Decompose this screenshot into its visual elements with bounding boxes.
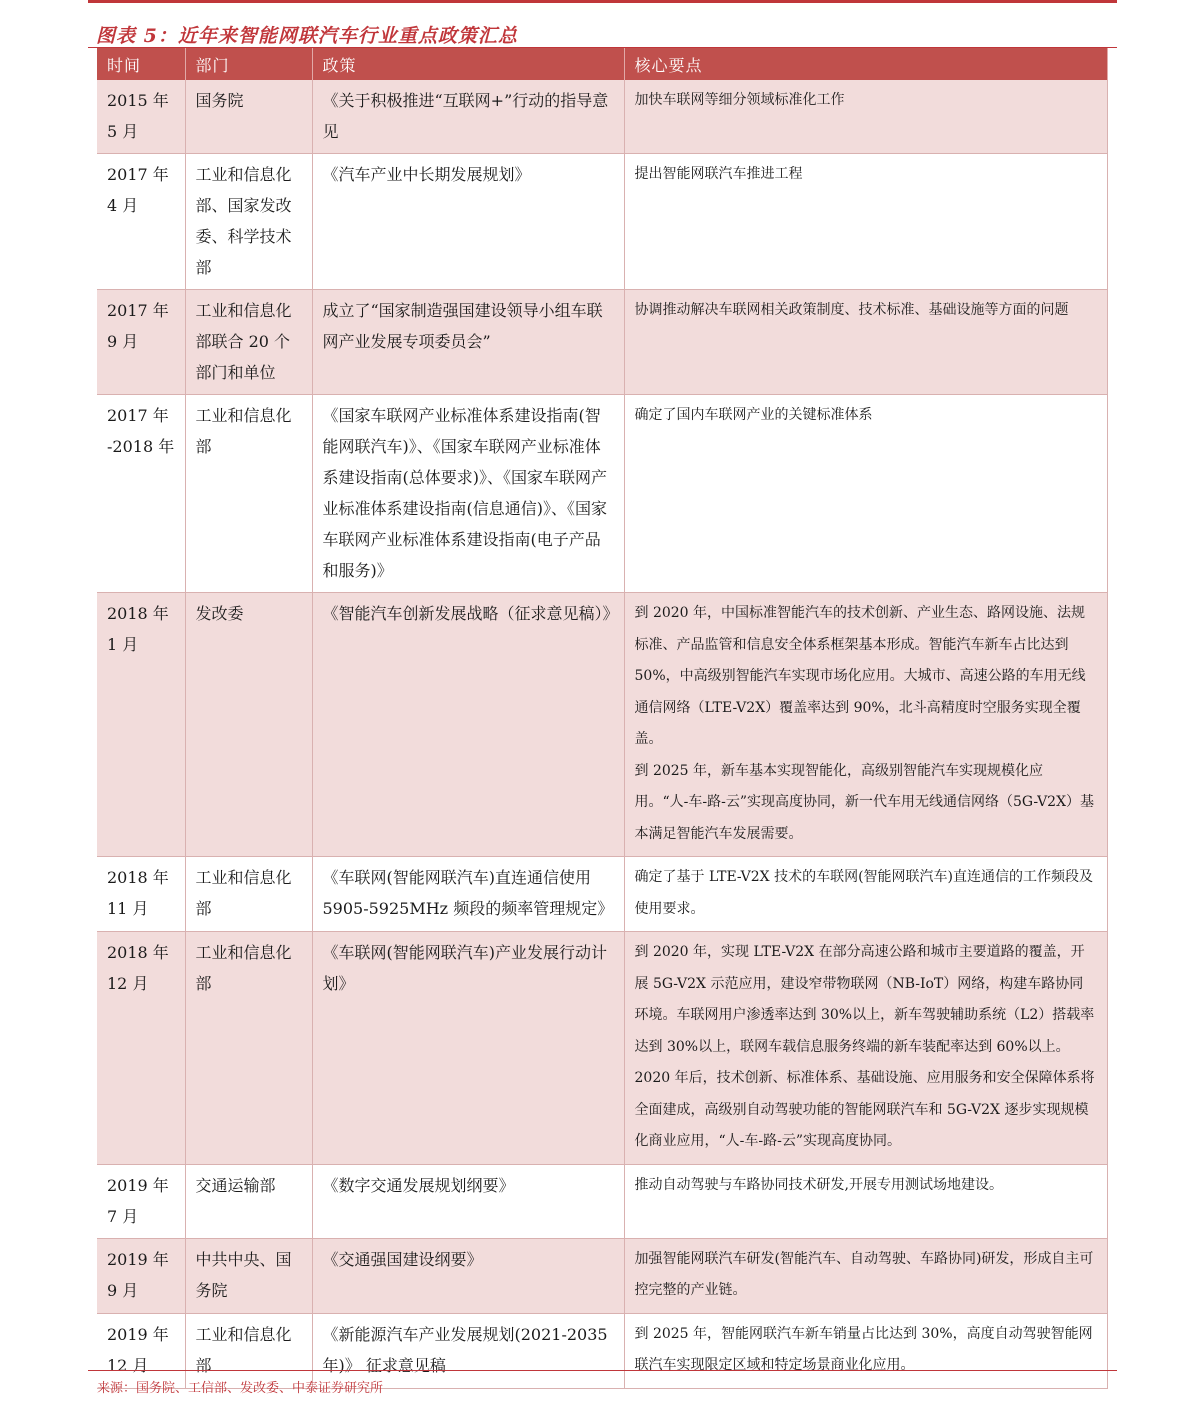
cell-key-points <box>624 80 1107 154</box>
table-row <box>97 593 1107 857</box>
cell-key-points <box>624 1164 1107 1238</box>
table-row <box>97 857 1107 932</box>
cell-key-points <box>624 1238 1107 1313</box>
cell-date: 2019 年 12 月 <box>97 1313 185 1388</box>
cell-department: 发改委 <box>185 593 312 857</box>
key-point-paragraph: 确定了基于 LTE-V2X 技术的车联网(智能网联汽车)直连通信的工作频段及使用要求。 <box>634 869 1093 917</box>
key-point-paragraph: 确定了国内车联网产业的关键标准体系 <box>634 407 873 423</box>
table-row <box>97 80 1107 154</box>
key-point-paragraph: 到 2025 年，新车基本实现智能化，高级别智能汽车实现规模化应用。“人-车-路-云”实现高度协同，新一代车用无线通信网络（5G-V2X）基本满足智能汽车发展需要。 <box>634 762 1095 842</box>
key-point-paragraph: 2020 年后，技术创新、标准体系、基础设施、应用服务和安全保障体系将全面建成，高级别自动驾驶功能的智能网联汽车和 5G-V2X 逐步实现规模化商业应用，“人-车-路-云”实现高度协同。 <box>634 1070 1095 1149</box>
cell-policy: 《车联网(智能网联汽车)直连通信使用 5905-5925MHz 频段的频率管理规定》 <box>312 857 624 932</box>
key-point-paragraph: 加快车联网等细分领域标准化工作 <box>634 92 845 108</box>
cell-policy: 成立了“国家制造强国建设领导小组车联网产业发展专项委员会” <box>312 290 624 395</box>
key-point-paragraph: 推动自动驾驶与车路协同技术研发,开展专用测试场地建设。 <box>634 1176 1003 1193</box>
title-bar <box>88 0 1117 48</box>
cell-key-points <box>624 593 1107 857</box>
key-point-paragraph: 提出智能网联汽车推进工程 <box>634 166 803 182</box>
cell-department: 工业和信息化部、国家发改委、科学技术部 <box>185 154 312 290</box>
key-point-paragraph: 协调推动解决车联网相关政策制度、技术标准、基础设施等方面的问题 <box>634 302 1069 318</box>
cell-key-points <box>624 290 1107 395</box>
cell-policy: 《智能汽车创新发展战略（征求意见稿）》 <box>312 593 624 857</box>
cell-date: 2018 年 12 月 <box>97 932 185 1165</box>
cell-date: 2017 年 -2018 年 <box>97 395 185 593</box>
cell-policy: 《交通强国建设纲要》 <box>312 1238 624 1313</box>
key-point-paragraph: 加强智能网联汽车研发(智能汽车、自动驾驶、车路协同)研发，形成自主可控完整的产业链。 <box>634 1250 1094 1298</box>
key-point-paragraph: 到 2020 年，实现 LTE-V2X 在部分高速公路和城市主要道路的覆盖，开展 5G-V2X 示范应用，建设窄带物联网（NB-IoT）网络，构建车路协同环境。车联网用户渗透率达到 30%以上，新车驾驶辅助系统（L2）搭载率达到 30%以上，联网车载信息服务终端的新车装配率达到 60%以上。 <box>634 944 1095 1055</box>
table-header-row <box>97 48 1107 80</box>
cell-date: 2018 年 1 月 <box>97 593 185 857</box>
cell-date: 2015 年 5 月 <box>97 80 185 154</box>
header-key-points: 核心要点 <box>624 48 1107 80</box>
cell-department: 工业和信息化部 <box>185 932 312 1165</box>
header-policy: 政策 <box>312 48 624 80</box>
cell-key-points <box>624 932 1107 1165</box>
cell-key-points <box>624 395 1107 593</box>
table-row <box>97 932 1107 1165</box>
key-point-paragraph: 到 2025 年，智能网联汽车新车销量占比达到 30%，高度自动驾驶智能网联汽车实现限定区域和特定场景商业化应用。 <box>634 1325 1093 1373</box>
table-row <box>97 1164 1107 1238</box>
header-department: 部门 <box>185 48 312 80</box>
cell-key-points <box>624 154 1107 290</box>
cell-department: 工业和信息化部 <box>185 395 312 593</box>
cell-key-points <box>624 857 1107 932</box>
cell-date: 2019 年 9 月 <box>97 1238 185 1313</box>
cell-policy: 《国家车联网产业标准体系建设指南(智能网联汽车)》、《国家车联网产业标准体系建设指南(总体要求)》、《国家车联网产业标准体系建设指南(信息通信)》、《国家车联网产业标准体系建设指南(电子产品和服务)》 <box>312 395 624 593</box>
cell-department: 国务院 <box>185 80 312 154</box>
policy-table <box>97 48 1108 1389</box>
table-row <box>97 1238 1107 1313</box>
cell-date: 2017 年 9 月 <box>97 290 185 395</box>
cell-department: 工业和信息化部 <box>185 1313 312 1388</box>
table-row <box>97 395 1107 593</box>
cell-key-points <box>624 1313 1107 1388</box>
bottom-rule <box>88 1370 1117 1371</box>
source-note: 来源：国务院、工信部、发改委、中泰证券研究所 <box>97 1381 384 1396</box>
cell-department: 中共中央、国务院 <box>185 1238 312 1313</box>
cell-date: 2018 年 11 月 <box>97 857 185 932</box>
figure-title: 图表 5：近年来智能网联汽车行业重点政策汇总 <box>96 25 518 47</box>
cell-date: 2017 年 4 月 <box>97 154 185 290</box>
cell-department: 交通运输部 <box>185 1164 312 1238</box>
cell-policy: 《汽车产业中长期发展规划》 <box>312 154 624 290</box>
cell-policy: 《数字交通发展规划纲要》 <box>312 1164 624 1238</box>
key-point-paragraph: 到 2020 年，中国标准智能汽车的技术创新、产业生态、路网设施、法规标准、产品监管和信息安全体系框架基本形成。智能汽车新车占比达到 50%，中高级别智能汽车实现市场化应用。大城市、高速公路的车用无线通信网络（LTE-V2X）覆盖率达到 90%，北斗高精度时空服务实现全覆盖。 <box>634 605 1086 747</box>
cell-policy: 《关于积极推进“互联网+”行动的指导意见 <box>312 80 624 154</box>
cell-department: 工业和信息化部联合 20 个部门和单位 <box>185 290 312 395</box>
cell-policy: 《车联网(智能网联汽车)产业发展行动计划》 <box>312 932 624 1165</box>
table-row <box>97 290 1107 395</box>
cell-department: 工业和信息化部 <box>185 857 312 932</box>
table-row <box>97 154 1107 290</box>
header-date: 时间 <box>97 48 185 80</box>
cell-policy: 《新能源汽车产业发展规划(2021-2035 年)》 征求意见稿 <box>312 1313 624 1388</box>
cell-date: 2019 年 7 月 <box>97 1164 185 1238</box>
